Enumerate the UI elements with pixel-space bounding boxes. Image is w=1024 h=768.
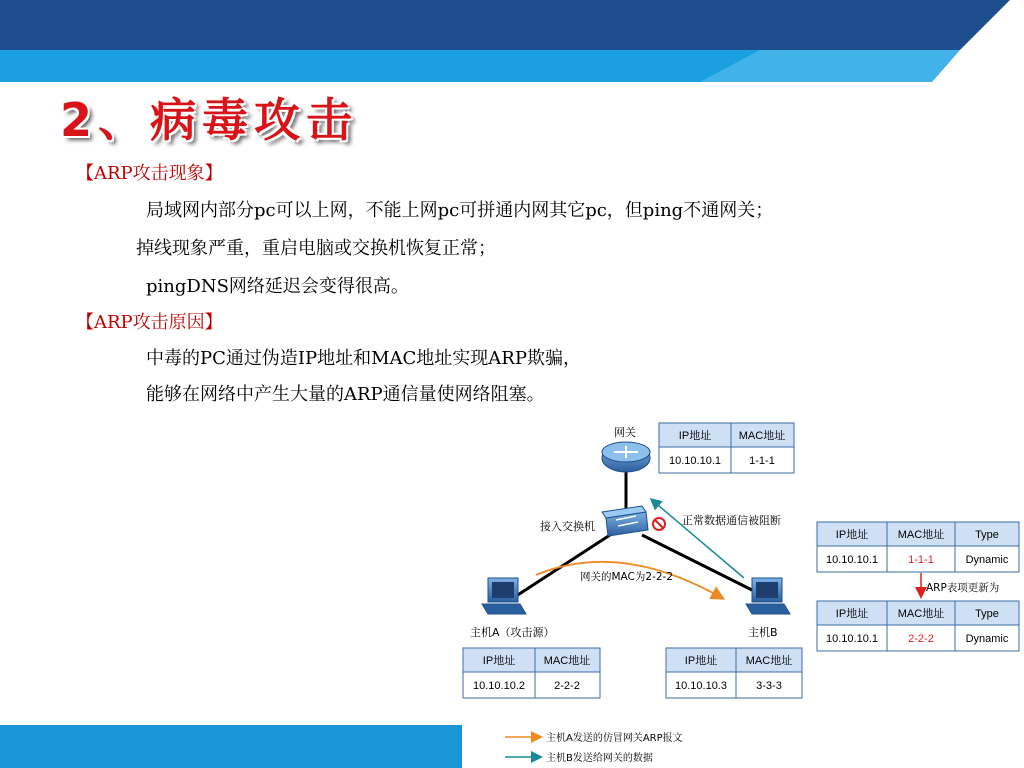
arp-after-mac: 2-2-2 [908,633,934,645]
host-a-table-header-ip: IP地址 [482,655,516,667]
arp-after-type: Dynamic [965,633,1009,645]
gateway-table [659,423,794,473]
host-b-data-arrow [652,500,744,578]
blocked-label: 正常数据通信被阻断 [682,514,781,527]
host-a-table-ip: 10.10.10.2 [473,680,525,692]
cause-line-2: 能够在网络中产生大量的ARP通信量使网络阻塞。 [146,384,545,405]
gateway-router-icon [602,442,650,472]
arp-after-header-mac: MAC地址 [897,608,945,620]
gateway-table-mac: 1-1-1 [749,455,775,467]
host-b-table-mac: 3-3-3 [756,680,782,692]
symptom-line-3: pingDNS网络延迟会变得很高。 [146,276,409,297]
arp-after-header-ip: IP地址 [835,608,869,620]
arp-before-header-mac: MAC地址 [897,529,945,541]
arp-before-ip: 10.10.10.1 [826,554,878,566]
arp-table-after [817,601,1019,651]
host-b-table [666,648,802,698]
arp-after-ip: 10.10.10.1 [826,633,878,645]
host-b-label: 主机B [748,626,778,639]
gateway-label: 网关 [614,426,636,439]
arp-table-before [817,522,1019,572]
arp-before-header-ip: IP地址 [835,529,869,541]
symptom-line-2: 掉线现象严重，重启电脑或交换机恢复正常； [136,238,496,259]
host-a-table-mac: 2-2-2 [554,680,580,692]
heading-arp-causes: 【ARP攻击原因】 [76,312,223,333]
gateway-table-header-mac: MAC地址 [738,430,786,442]
host-a-table [463,648,600,698]
arp-before-header-type: Type [975,529,999,541]
host-b-computer-icon [746,578,790,614]
legend-data-label: 主机B发送给网关的数据 [546,753,653,764]
legend [505,731,683,764]
cause-line-1: 中毒的PC通过伪造IP地址和MAC地址实现ARP欺骗， [146,348,581,369]
switch-label: 接入交换机 [540,520,595,533]
arp-before-mac: 1-1-1 [908,554,934,566]
host-b-table-ip: 10.10.10.3 [675,680,727,692]
symptom-line-1: 局域网内部分pc可以上网，不能上网pc可拼通内网其它pc，但ping不通网关； [146,200,774,221]
heading-arp-symptoms: 【ARP攻击现象】 [76,163,223,184]
host-a-label: 主机A（攻击源） [470,626,555,639]
arp-before-type: Dynamic [965,554,1009,566]
gateway-table-header-ip: IP地址 [678,430,712,442]
switch-icon [602,506,648,536]
host-b-table-header-mac: MAC地址 [745,655,793,667]
blocked-icon [653,518,665,530]
legend-spoof-label: 主机A发送的仿冒网关ARP报文 [546,733,683,744]
host-b-table-header-ip: IP地址 [684,655,718,667]
host-a-table-header-mac: MAC地址 [543,655,591,667]
spoof-label: 网关的MAC为2-2-2 [580,571,674,583]
arp-after-header-type: Type [975,608,999,620]
arp-update-label: ARP表项更新为 [926,582,1000,594]
page-title: 2、病毒攻击 [60,93,359,147]
gateway-table-ip: 10.10.10.1 [669,455,721,467]
host-a-computer-icon [482,578,526,614]
